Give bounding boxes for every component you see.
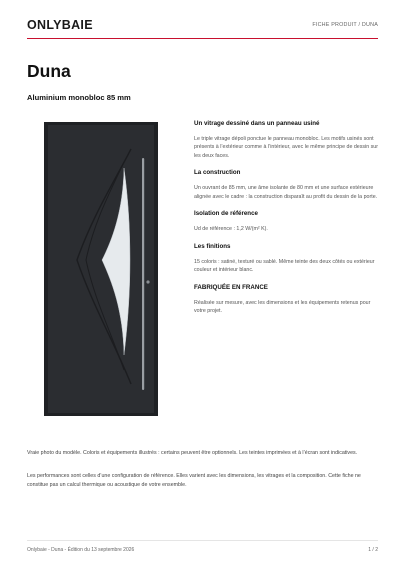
product-description xyxy=(194,120,378,325)
document-type-label: FICHE PRODUIT / DUNA xyxy=(312,22,378,28)
section-heading: La construction xyxy=(194,169,241,177)
page-footer xyxy=(27,547,378,553)
section-body: Réalisée sur mesure, avec les dimensions et les équipements retenus pour votre projet. xyxy=(194,299,371,315)
page-subtitle: Aluminium monobloc 85 mm xyxy=(27,93,131,102)
page-number: 1 / 2 xyxy=(368,547,378,553)
lock-cylinder xyxy=(146,280,149,283)
section-body: Le triple vitrage dépoli ponctue le panneau monobloc. Les motifs usinés sont présents à l’extérieur comme à l’intérieur, avec le même principe de dessin sur les deux faces. xyxy=(194,136,379,159)
section-body: 15 coloris : satiné, texturé ou sablé. Même teinte des deux côtés ou extérieur couleur et intérieur blanc. xyxy=(194,258,375,274)
door-leaf xyxy=(48,125,154,413)
section-finitions xyxy=(194,243,378,275)
section-body: Un ouvrant de 85 mm, une âme isolante de 80 mm et une surface extérieure alignée avec le cadre : la construction disparaît au profit du dessin de la porte. xyxy=(194,185,378,200)
brand-logo: ONLYBAIE xyxy=(27,18,93,32)
footer-divider xyxy=(27,540,378,541)
footer-edition: Onlybaie - Duna - Édition du 13 septembre 2026 xyxy=(27,547,135,553)
section-construction xyxy=(194,169,378,201)
disclaimer-notes xyxy=(27,449,377,504)
section-vitrage xyxy=(194,120,378,160)
door-photo xyxy=(44,122,158,416)
page-header xyxy=(27,12,378,38)
performance-disclaimer: Les performances sont celles d’une configuration de référence. Elles varient avec les dimensions, les vitrages et la composition. Cette fiche ne constitue pas un calcul thermique ou acoustique de votre ensemble. xyxy=(27,473,361,488)
section-heading: Isolation de référence xyxy=(194,210,258,218)
section-fabrication xyxy=(194,284,378,316)
pull-handle xyxy=(142,158,144,390)
page-title: Duna xyxy=(27,61,71,81)
section-heading: Les finitions xyxy=(194,242,231,250)
header-divider xyxy=(27,38,378,39)
section-body: Ud de référence : 1,2 W/(m² K). xyxy=(194,226,268,233)
section-heading: FABRIQUÉE EN FRANCE xyxy=(194,283,268,291)
section-isolation xyxy=(194,210,378,233)
photo-disclaimer: Vraie photo du modèle. Coloris et équipements illustrés : certains peuvent être optionnels. Les teintes imprimées et à l’écran sont indicatives. xyxy=(27,450,358,456)
section-heading: Un vitrage dessiné dans un panneau usiné xyxy=(194,120,320,127)
